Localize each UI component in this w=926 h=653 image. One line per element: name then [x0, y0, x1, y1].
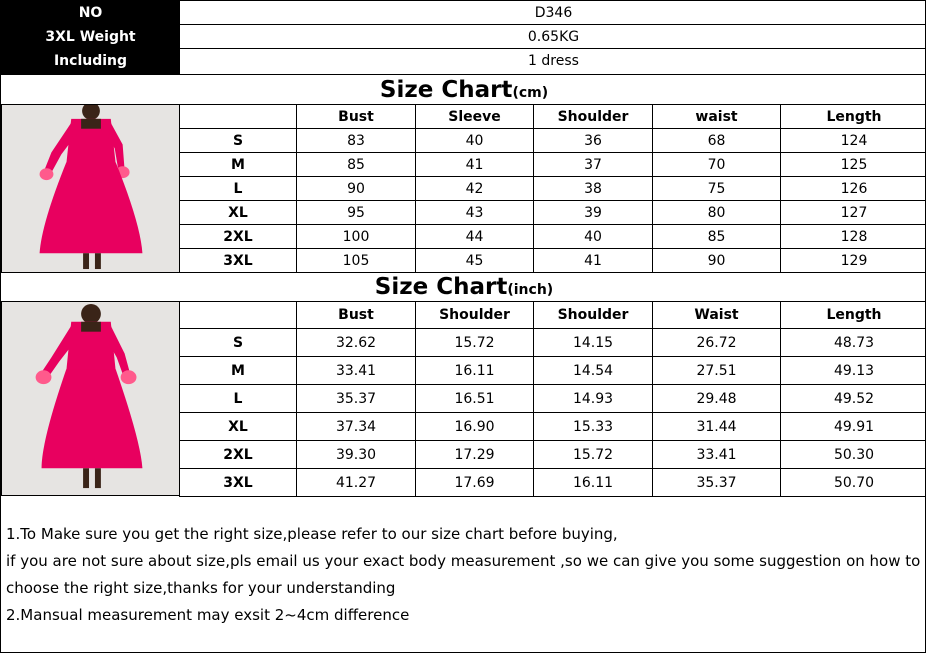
table-cell: 44 [416, 225, 534, 249]
info-value: 1 dress [528, 53, 579, 69]
table-cell: 40 [534, 225, 653, 249]
info-row-including [1, 49, 926, 73]
chart-title-text: Size Chart [374, 274, 508, 300]
table-cell: 15.72 [534, 441, 653, 469]
column-header: Shoulder [416, 302, 534, 329]
chart-title-text: Size Chart [379, 77, 513, 103]
table-cell: 70 [653, 153, 781, 177]
dress-illustration [2, 302, 179, 495]
table-header-row [180, 105, 926, 129]
table-cell: 42 [416, 177, 534, 201]
table-cell: 41 [534, 249, 653, 273]
table-row [180, 201, 926, 225]
table-row [180, 129, 926, 153]
table-cell: 37 [534, 153, 653, 177]
size-label: XL [180, 413, 297, 441]
column-header: waist [653, 105, 781, 129]
table-row [180, 225, 926, 249]
table-cell: 85 [297, 153, 416, 177]
table-cell: 41 [416, 153, 534, 177]
table-row [180, 385, 926, 413]
table-cell: 50.30 [781, 441, 926, 469]
table-cell: 14.93 [534, 385, 653, 413]
table-cell: 33.41 [653, 441, 781, 469]
table-cell: 128 [781, 225, 926, 249]
dress-illustration [2, 105, 179, 272]
table-cell: 127 [781, 201, 926, 225]
inch-size-table [179, 301, 926, 497]
table-cell: 45 [416, 249, 534, 273]
table-cell: 15.72 [416, 329, 534, 357]
info-key: NO [78, 5, 103, 21]
table-cell: 15.33 [534, 413, 653, 441]
column-header: Length [781, 302, 926, 329]
table-cell: 40 [416, 129, 534, 153]
table-cell: 49.91 [781, 413, 926, 441]
size-label: 2XL [180, 225, 297, 249]
table-cell: 35.37 [297, 385, 416, 413]
table-row [180, 177, 926, 201]
table-cell: 129 [781, 249, 926, 273]
chart-unit-text: (cm) [512, 85, 549, 101]
table-cell: 43 [416, 201, 534, 225]
column-header: Bust [297, 302, 416, 329]
size-label: L [180, 177, 297, 201]
dress-photo-inch [1, 301, 180, 496]
table-cell: 83 [297, 129, 416, 153]
table-header-row [180, 302, 926, 329]
info-value: D346 [180, 1, 926, 25]
table-cell: 16.11 [416, 357, 534, 385]
table-cell: 100 [297, 225, 416, 249]
table-cell: 126 [781, 177, 926, 201]
product-info-header [1, 1, 926, 75]
size-label: L [180, 385, 297, 413]
dress-photo-cm [1, 104, 180, 273]
column-header: Sleeve [416, 105, 534, 129]
column-header: Waist [653, 302, 781, 329]
table-cell: 49.52 [781, 385, 926, 413]
size-label: 2XL [180, 441, 297, 469]
table-cell: 85 [653, 225, 781, 249]
size-label: S [180, 329, 297, 357]
size-label: 3XL [180, 249, 297, 273]
size-label: S [180, 129, 297, 153]
table-row [180, 357, 926, 385]
size-label: M [180, 153, 297, 177]
table-cell: 14.54 [534, 357, 653, 385]
table-row [180, 413, 926, 441]
table-cell: 50.70 [781, 469, 926, 497]
table-cell: 105 [297, 249, 416, 273]
table-cell: 39 [534, 201, 653, 225]
table-cell: 80 [653, 201, 781, 225]
table-cell: 31.44 [653, 413, 781, 441]
table-cell: 41.27 [297, 469, 416, 497]
column-header [180, 302, 297, 329]
column-header: Shoulder [534, 302, 653, 329]
cm-size-table [179, 104, 926, 273]
info-row-weight [1, 25, 926, 49]
table-cell: 124 [781, 129, 926, 153]
size-notes [6, 521, 921, 629]
note-line: 1.To Make sure you get the right size,please refer to our size chart before buying, [6, 525, 618, 543]
info-value: 0.65KG [180, 25, 926, 49]
table-cell: 27.51 [653, 357, 781, 385]
table-row [180, 469, 926, 497]
column-header: Bust [297, 105, 416, 129]
table-cell: 33.41 [297, 357, 416, 385]
table-cell: 36 [534, 129, 653, 153]
note-line: choose the right size,thanks for your understanding [6, 579, 396, 597]
cm-chart-title [1, 74, 926, 105]
table-cell: 95 [297, 201, 416, 225]
column-header: Shoulder [534, 105, 653, 129]
info-row-number [1, 1, 926, 25]
table-row [180, 153, 926, 177]
column-header: Length [781, 105, 926, 129]
table-cell: 39.30 [297, 441, 416, 469]
table-row [180, 441, 926, 469]
table-cell: 29.48 [653, 385, 781, 413]
table-cell: 32.62 [297, 329, 416, 357]
table-cell: 48.73 [781, 329, 926, 357]
table-row [180, 249, 926, 273]
table-cell: 125 [781, 153, 926, 177]
size-label: M [180, 357, 297, 385]
size-label: XL [180, 201, 297, 225]
note-line: if you are not sure about size,pls email us your exact body measurement ,so we can give you some suggestion on how to [6, 552, 921, 570]
table-cell: 14.15 [534, 329, 653, 357]
table-cell: 35.37 [653, 469, 781, 497]
note-line: 2.Mansual measurement may exsit 2~4cm difference [6, 606, 410, 624]
size-label: 3XL [180, 469, 297, 497]
info-key: Including [53, 53, 128, 69]
table-cell: 75 [653, 177, 781, 201]
chart-unit-text: (inch) [507, 282, 554, 298]
table-cell: 38 [534, 177, 653, 201]
table-cell: 16.11 [534, 469, 653, 497]
column-header [180, 105, 297, 129]
table-cell: 37.34 [297, 413, 416, 441]
table-cell: 16.51 [416, 385, 534, 413]
table-cell: 90 [297, 177, 416, 201]
table-cell: 17.69 [416, 469, 534, 497]
table-row [180, 329, 926, 357]
table-cell: 26.72 [653, 329, 781, 357]
table-cell: 16.90 [416, 413, 534, 441]
inch-chart-title [1, 272, 926, 302]
table-cell: 49.13 [781, 357, 926, 385]
table-cell: 17.29 [416, 441, 534, 469]
table-cell: 68 [653, 129, 781, 153]
table-cell: 90 [653, 249, 781, 273]
info-key: 3XL Weight [45, 29, 136, 45]
